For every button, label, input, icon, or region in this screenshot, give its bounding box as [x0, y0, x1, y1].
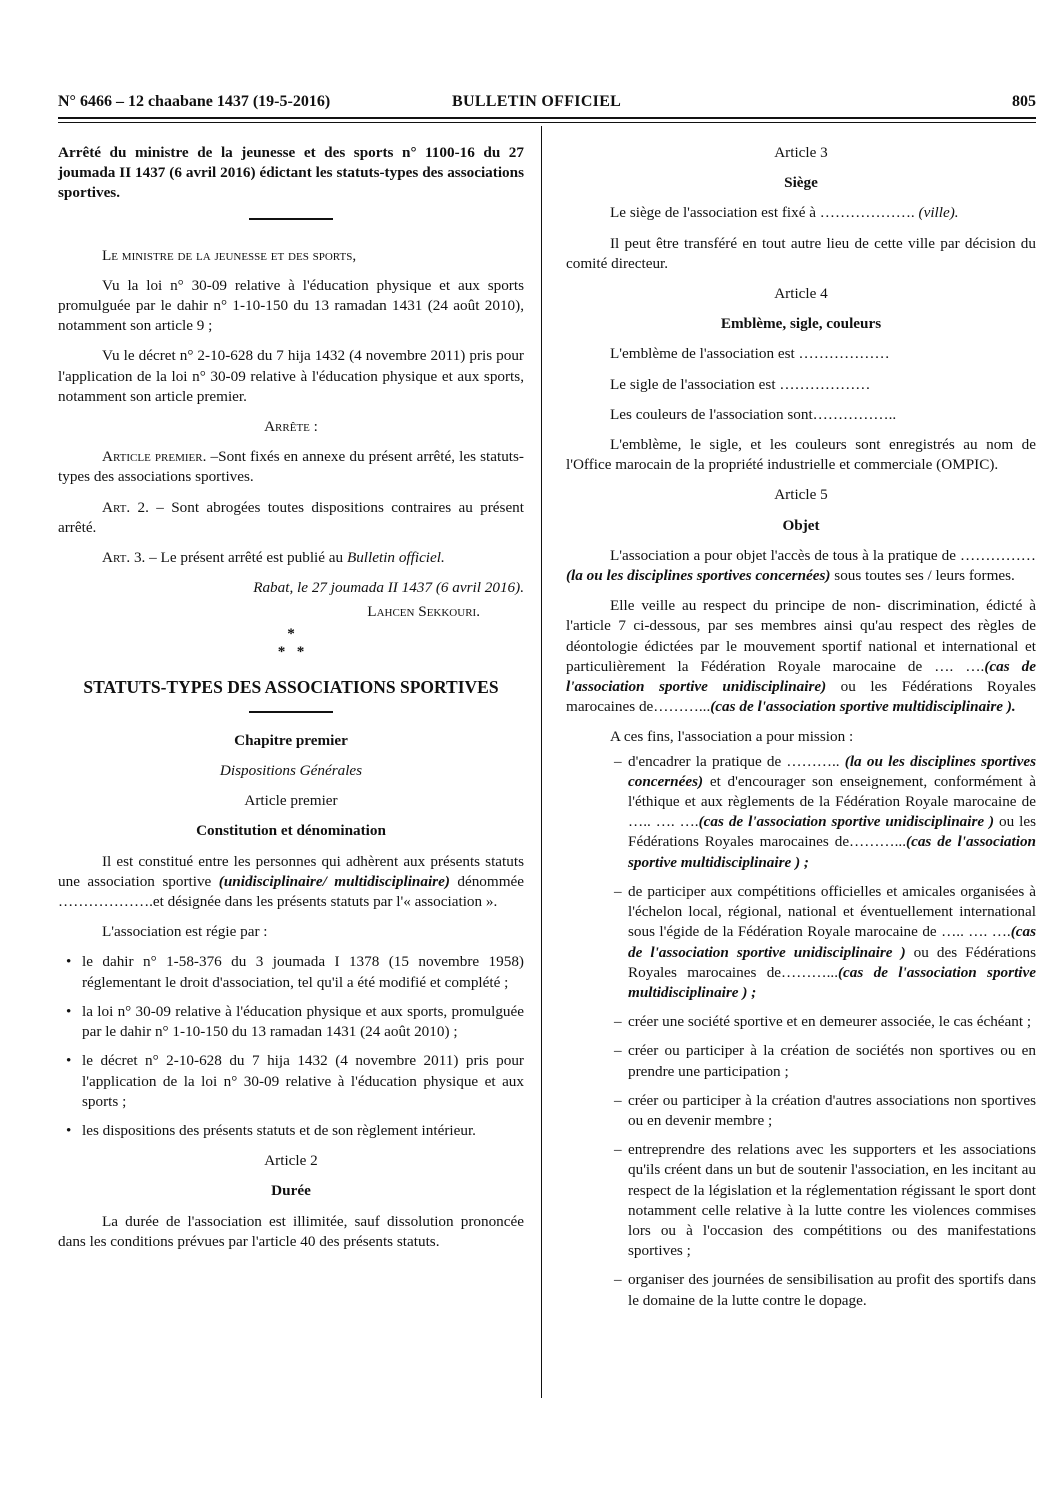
article-title: Objet: [782, 516, 820, 534]
couleurs-line: Les couleurs de l'association sont……………..: [610, 405, 897, 423]
mission-intro: A ces fins, l'association a pour mission :: [610, 728, 854, 746]
list-item: [58, 1051, 524, 1112]
bullet-mark: •: [66, 1052, 72, 1070]
dash-mark: –: [614, 1013, 622, 1031]
list-item-text: les dispositions des présents statuts et de son règlement intérieur.: [82, 1121, 476, 1139]
regie-intro: L'association est régie par :: [102, 923, 268, 941]
objet-paragraph: [566, 546, 1036, 586]
italic-span: (la ou les disciplines sportives concernées): [566, 567, 831, 585]
page-header: [58, 93, 1036, 115]
siege-paragraph: [566, 203, 1036, 223]
chapter-subtitle: Dispositions Générales: [219, 762, 363, 780]
text-span: d'encadrer la pratique de ………..: [628, 752, 845, 770]
article-heading: Article 3: [774, 144, 828, 161]
article-premier-decree: [58, 447, 524, 487]
bullet-mark: •: [66, 1002, 72, 1020]
siege-transfer-paragraph: Il peut être transféré en tout autre lieu de cette ville par décision du comité directeur.: [566, 234, 1036, 272]
decree-title: Arrêté du ministre de la jeunesse et des sports n° 1100-16 du 27 joumada II 1437 (6 avril 2016) édictant les statuts-types des associations sportives.: [58, 144, 524, 202]
list-item: [566, 882, 1036, 1003]
list-item-text: créer ou participer à la création d'autres associations non sportives ou en devenir membre ;: [628, 1091, 1036, 1129]
text-span: Il est constitué entre les personnes qui adhèrent aux présents statuts une association sportive: [58, 852, 524, 890]
right-column: [566, 143, 1036, 1320]
star-bottom: * *: [277, 642, 305, 660]
text-span: ou des Fédérations Royales marocaines de………...: [628, 943, 1036, 981]
dash-mark: –: [614, 1042, 622, 1060]
dash-mark: –: [614, 1271, 622, 1289]
statuts-title: STATUTS-TYPES DES ASSOCIATIONS SPORTIVES: [83, 676, 499, 697]
bullet-mark: •: [66, 953, 72, 971]
enregistrement-paragraph: L'emblème, le sigle, et les couleurs sont enregistrés au nom de l'Office marocain de la propriété industrielle et commerciale (OMPIC).: [566, 436, 1036, 474]
dash-mark: –: [614, 1141, 622, 1159]
article-text: –Sont fixés en annexe du présent arrêté, les statuts-types des associations sportives.: [58, 448, 524, 486]
italic-span: (cas de l'association sportive multidisciplinaire ).: [710, 698, 1016, 716]
list-item: [58, 1121, 524, 1141]
article-label: Article premier.: [102, 448, 207, 466]
issue-info: N° 6466 – 12 chaabane 1437 (19-5-2016): [58, 93, 331, 110]
header-rule-thick: [58, 117, 1036, 119]
vu-decret: Vu le décret n° 2-10-628 du 7 hija 1432 (4 novembre 2011) pris pour l'application de la loi n° 30-09 relative à l'éducation physique et aux sports, notamment son article premier.: [58, 347, 524, 405]
list-item-text: entreprendre des relations avec les supporters et les associations qu'ils créent dans un but de soutenir l'association, en les incitant au respect de la législation et la réglementation régissant le sport dont notamment celle relative à la lutte contre les violences commises lors ou à l'occasion des compétitions ou des manifestations sportives ;: [628, 1141, 1036, 1260]
italic-span: (cas de l'association sportive unidisciplinaire ): [628, 923, 1036, 961]
italic-span: (la ou les disciplines sportives concernées): [628, 752, 1036, 790]
separator-rule: [249, 711, 333, 713]
list-item-text: créer une société sportive et en demeurer associée, le cas échéant ;: [628, 1013, 1032, 1031]
italic-span: (cas de l'association sportive multidisciplinaire ) ;: [628, 833, 1036, 871]
italic-span: (cas de l'association sportive unidisciplinaire): [566, 657, 1036, 696]
article-heading: Article premier: [244, 792, 338, 810]
legal-basis-list: [58, 952, 524, 1141]
article-3-decree: [58, 548, 524, 568]
text-span: de participer aux compétitions officielles et amicales organisées à l'échelon local, régional, national et éventuellement international sous l'égide de la Fédération Royale marocaine de ….. …. ….: [628, 882, 1036, 941]
bulletin-reference: Bulletin officiel.: [346, 549, 445, 567]
article-heading: Article 2: [264, 1152, 318, 1170]
article-label: Art. 2.: [102, 498, 149, 516]
text-span: dénommée ……………….et désignée dans les présents statuts par l'« association ».: [58, 872, 524, 911]
text-span: L'association a pour objet l'accès de tous à la pratique de ……………: [610, 546, 1036, 564]
text-span: Le siège de l'association est fixé à ……………….: [610, 204, 919, 222]
list-item: [58, 1002, 524, 1042]
article-heading: Article 4: [774, 285, 828, 303]
italic-span: (unidisciplinaire/ multidisciplinaire): [218, 872, 450, 890]
place-date: Rabat, le 27 joumada II 1437 (6 avril 2016).: [253, 579, 524, 597]
arrete-heading: Arrête :: [264, 418, 318, 436]
dash-mark: –: [614, 752, 622, 770]
text-span: ou les Fédérations Royales marocaines de………...: [566, 678, 1036, 716]
separator-rule: [249, 218, 333, 220]
list-item: [58, 952, 524, 992]
article-heading: Article 5: [774, 486, 828, 504]
list-item: [566, 1012, 1036, 1032]
article-text: – Le présent arrêté est publié au: [145, 549, 347, 567]
veille-paragraph: [566, 596, 1036, 717]
star-top: *: [287, 624, 295, 642]
list-item: [566, 752, 1036, 873]
list-item: [566, 1041, 1036, 1081]
signatory: Lahcen Sekkouri.: [367, 603, 480, 621]
article-title: Durée: [271, 1182, 311, 1200]
list-item-text: le décret n° 2-10-628 du 7 hija 1432 (4 novembre 2011) pris pour l'application de la loi n° 30-09 relative à l'éducation physique et aux sports ;: [82, 1052, 524, 1110]
list-item: [566, 1091, 1036, 1131]
asterism: [58, 625, 524, 661]
italic-span: (cas de l'association sportive multidisciplinaire ) ;: [628, 963, 1036, 1001]
vu-loi: Vu la loi n° 30-09 relative à l'éducation physique et aux sports promulguée par le dahir n° 1-10-150 du 13 ramadan 1431 (24 août 2010), notamment son article 9 ;: [58, 276, 524, 335]
list-item: [566, 1270, 1036, 1310]
publication-title: BULLETIN OFFICIEL: [452, 93, 622, 110]
column-separator: [541, 126, 542, 1398]
embleme-line: L'emblème de l'association est ………………: [610, 345, 890, 363]
text-span: et d'encourager son enseignement, conformément à l'éthique et aux règlements de la Fédération Royale marocaine de ….. …. ….: [628, 772, 1036, 831]
mission-list: [566, 752, 1036, 1311]
bullet-mark: •: [66, 1121, 72, 1139]
sigle-line: Le sigle de l'association est ………………: [610, 375, 871, 393]
article-label: Art. 3.: [102, 549, 146, 567]
list-item-text: organiser des journées de sensibilisation au profit des sportifs dans le domaine de la lutte contre le dopage.: [628, 1271, 1036, 1309]
chapter-heading: Chapitre premier: [234, 731, 348, 749]
text-span: sous toutes ses / leurs formes.: [830, 567, 1015, 585]
text-span: ou les Fédérations Royales marocaines de………...: [628, 813, 1037, 851]
dash-mark: –: [614, 882, 622, 900]
list-item-text: créer ou participer à la création de sociétés non sportives ou en prendre une participation ;: [628, 1042, 1036, 1080]
list-item-text: la loi n° 30-09 relative à l'éducation physique et aux sports, promulguée par le dahir n° 1-10-150 du 13 ramadan 1431 (24 août 2010) ;: [82, 1002, 524, 1041]
dash-mark: –: [614, 1091, 622, 1109]
article-text: – Sont abrogées toutes dispositions contraires au présent arrêté.: [58, 498, 524, 536]
italic-span: (cas de l'association sportive unidisciplinaire ): [698, 813, 995, 831]
page-number: 805: [1012, 93, 1036, 110]
header-rule-thin: [58, 122, 1036, 123]
article-title: Constitution et dénomination: [196, 822, 386, 840]
list-item: [566, 1140, 1036, 1261]
list-item-text: le dahir n° 1-58-376 du 3 joumada I 1378 (15 novembre 1958) réglementant le droit d'association, tel qu'il a été modifié et complété ;: [82, 953, 524, 991]
text-span: Elle veille au respect du principe de non- discrimination, édicté à l'article 7 ci-dessous, par ses membres ainsi qu'au respect des règles de déontologie édictées par le mouvement sportif national et international et particulièrement la Fédération Royale marocaine de …. ….: [566, 597, 1036, 675]
left-column: [58, 143, 524, 1262]
article-title: Emblème, sigle, couleurs: [720, 315, 882, 333]
article-title: Siège: [784, 174, 818, 192]
constitution-paragraph: [58, 852, 524, 913]
article-2-decree: [58, 498, 524, 538]
duree-paragraph: La durée de l'association est illimitée, sauf dissolution prononcée dans les conditions prévues par l'article 40 des présents statuts.: [58, 1212, 524, 1250]
italic-span: (ville).: [918, 204, 959, 222]
minister-line: Le ministre de la jeunesse et des sports,: [102, 246, 357, 264]
